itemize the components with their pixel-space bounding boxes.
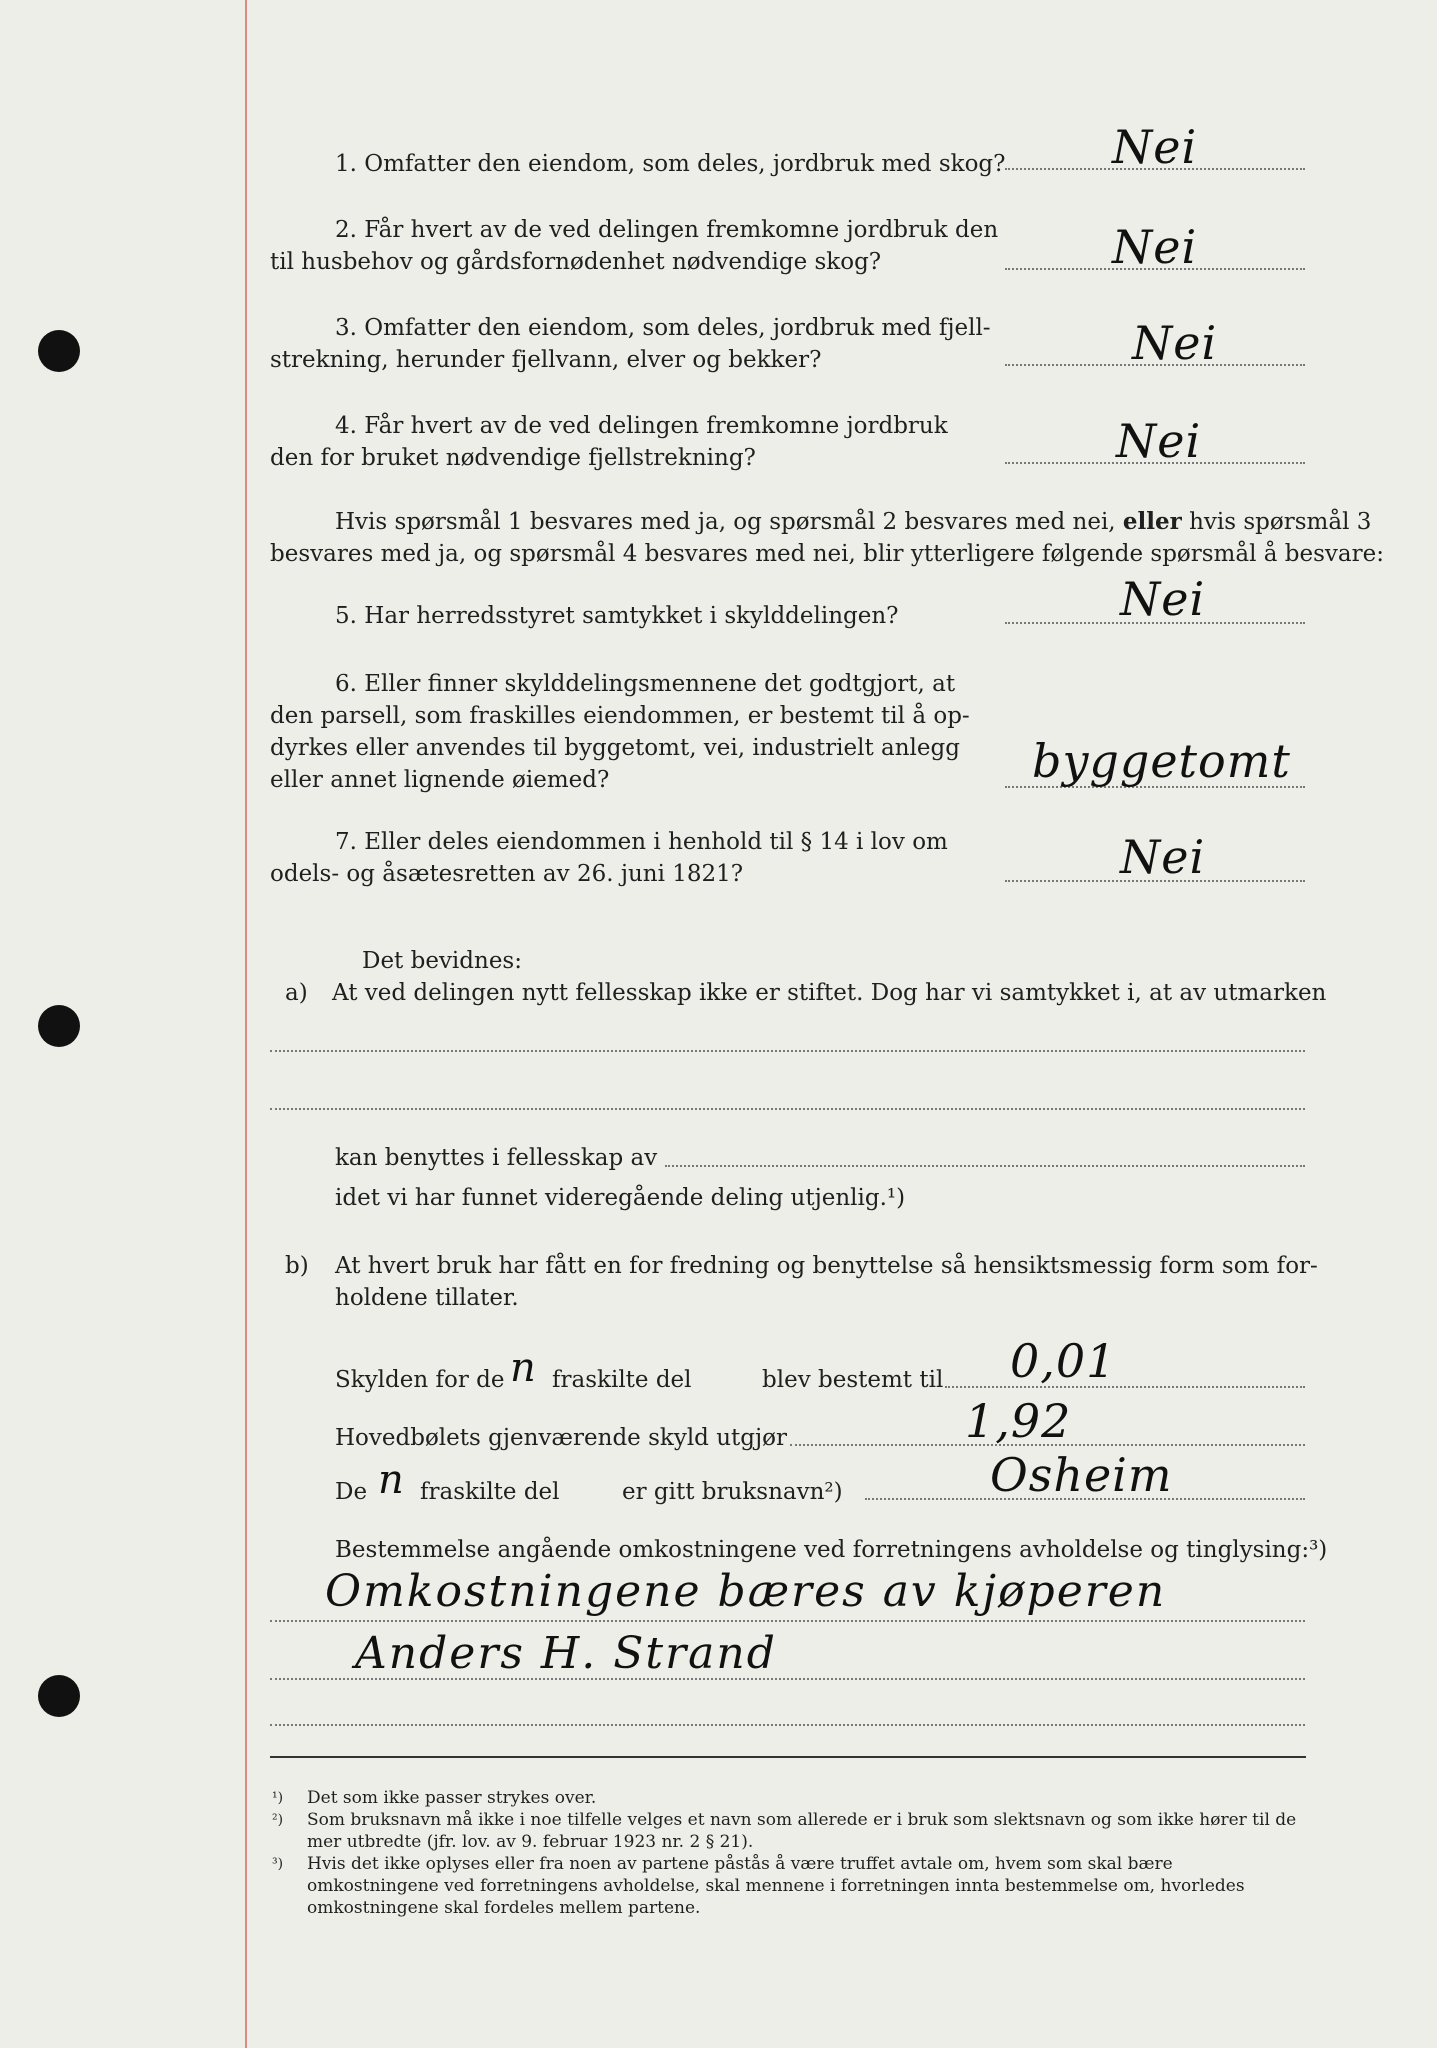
costs-handwritten-line-1: Omkostningene bæres av kjøperen [325,1566,1167,1617]
question-6-line-2: den parsell, som fraskilles eiendommen, er bestemt til å op- [270,703,970,729]
remaining-label: Hovedbølets gjenværende skyld utgjør [335,1425,787,1451]
blank-line [270,1724,1305,1726]
answer-7: Nei [1120,830,1206,884]
question-6-line-1: 6. Eller finner skylddelingsmennene det godtgjort, at [335,671,956,697]
costs-handwritten-line-2: Anders H. Strand [355,1628,777,1679]
punch-hole [38,330,80,372]
farm-name-value: Osheim [990,1448,1173,1502]
answer-line [945,1386,1305,1388]
footnote-1-text: Det som ikke passer strykes over. [307,1788,597,1808]
question-2-line-2: til husbehov og gårdsfornødenhet nødvendige skog? [270,249,882,275]
conditional-text-line-2: besvares med ja, og spørsmål 4 besvares med nei, blir ytterligere følgende spørsmål å besvare: [270,541,1384,567]
further-division-text: idet vi har funnet videregående deling utjenlig.¹) [335,1185,906,1211]
punch-hole [38,1675,80,1717]
name-label-a: De [335,1479,368,1505]
question-3-line-1: 3. Omfatter den eiendom, som deles, jordbruk med fjell- [335,315,991,341]
answer-5: Nei [1120,572,1206,626]
name-label-b: fraskilte del [420,1479,560,1505]
answer-3: Nei [1132,316,1218,370]
certify-b-line-2: holdene tillater. [335,1285,519,1311]
blank-line [270,1620,1305,1622]
punch-hole [38,1005,80,1047]
skyld-label-a: Skylden for de [335,1367,505,1393]
question-4-line-1: 4. Får hvert av de ved delingen fremkomne jordbruk [335,413,948,439]
answer-6: byggetomt [1032,734,1291,788]
footnote-3-text: Hvis det ikke oplyses eller fra noen av partene påstås å være truffet avtale om, hvem som skal bære omkostningene ved forretningens avholdelse, skal mennene i forretningen innta bestemmelse om, hvorledes omkostningene skal fordeles mellem partene. [307,1854,1245,1918]
answer-4: Nei [1116,414,1202,468]
blank-line [270,1108,1305,1110]
question-6-line-3: dyrkes eller anvendes til byggetomt, vei, industrielt anlegg [270,735,960,761]
question-3-line-2: strekning, herunder fjellvann, elver og bekker? [270,347,822,373]
footnote-3-mark: ³) [272,1856,284,1872]
margin-line [245,0,247,2048]
blank-line [270,1678,1305,1680]
question-4-line-2: den for bruket nødvendige fjellstrekning? [270,445,756,471]
blank-line [665,1165,1305,1167]
certify-a-text: At ved delingen nytt fellesskap ikke er stiftet. Dog har vi samtykket i, at av utmarken [332,980,1327,1006]
common-use-text: kan benyttes i fellesskap av [335,1145,658,1171]
remaining-value: 1,92 [965,1394,1072,1448]
certify-heading: Det bevidnes: [362,948,522,974]
conditional-text-line-1: Hvis spørsmål 1 besvares med ja, og spørsmål 2 besvares med nei, eller hvis spørsmål 3 [335,508,1372,535]
question-7-line-2: odels- og åsætesretten av 26. juni 1821? [270,861,744,887]
answer-2: Nei [1112,220,1198,274]
footnote-rule [270,1756,1306,1758]
question-6-line-4: eller annet lignende øiemed? [270,767,610,793]
name-handwritten-suffix: n [378,1457,405,1503]
skyld-value: 0,01 [1010,1334,1117,1388]
question-7-line-1: 7. Eller deles eiendommen i henhold til § 14 i lov om [335,829,948,855]
skyld-label-b: fraskilte del [552,1367,692,1393]
question-5: 5. Har herredsstyret samtykket i skylddelingen? [335,603,899,629]
certify-b-label: b) [285,1253,309,1279]
question-1: 1. Omfatter den eiendom, som deles, jordbruk med skog? [335,151,1006,177]
skyld-label-c: blev bestemt til [762,1367,944,1393]
footnote-1-mark: ¹) [272,1790,284,1806]
certify-b-line-1: At hvert bruk har fått en for fredning og benyttelse så hensiktsmessig form som for- [335,1253,1318,1279]
answer-1: Nei [1112,120,1198,174]
certify-a-label: a) [285,980,308,1006]
footnote-2-mark: ²) [272,1812,284,1828]
blank-line [270,1050,1305,1052]
skyld-handwritten-suffix: n [510,1345,537,1391]
question-2-line-1: 2. Får hvert av de ved delingen fremkomne jordbruk den [335,217,999,243]
costs-label: Bestemmelse angående omkostningene ved forretningens avholdelse og tinglysing:³) [335,1537,1328,1563]
name-label-c: er gitt bruksnavn²) [622,1479,843,1505]
footnote-2-text: Som bruksnavn må ikke i noe tilfelle velges et navn som allerede er i bruk som slektsnavn og som ikke hører til de mer utbredte (jfr. lov. av 9. februar 1923 nr. 2 § 21). [307,1810,1297,1852]
